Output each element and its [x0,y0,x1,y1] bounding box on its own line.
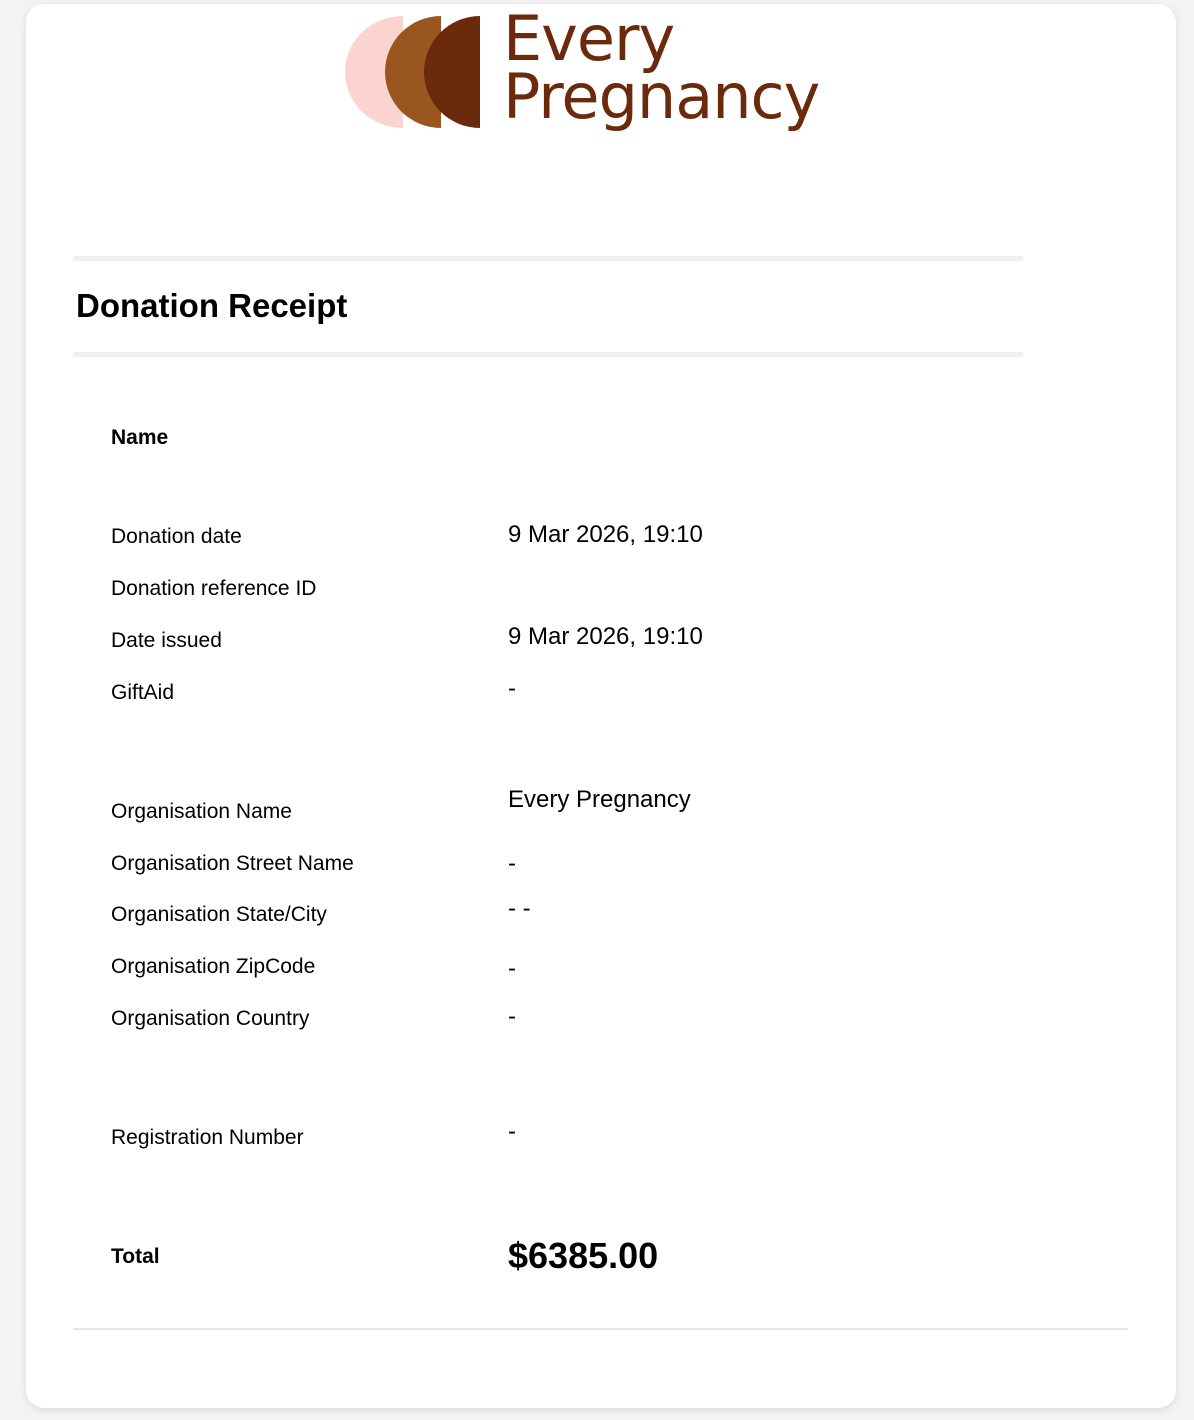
title-divider [73,352,1023,357]
total-row [111,1235,1011,1276]
field-value: 9 Mar 2026, 19:10 [508,521,703,548]
bottom-divider [73,1328,1128,1330]
field-label: Organisation State/City [111,903,327,926]
field-value: - [508,675,516,702]
field-label: Organisation Street Name [111,852,354,875]
name-row [111,426,1011,456]
field-row-donation-date [111,521,1011,555]
field-label: Organisation Country [111,1007,310,1030]
every-pregnancy-logo [345,2,880,146]
field-value: Every Pregnancy [508,786,691,813]
logo-mark-icon [345,16,485,132]
logo-line-1: Every [503,2,675,75]
org-row-street [111,852,1011,882]
field-row-date-issued [111,623,1011,659]
total-amount: $6385.00 [508,1235,659,1276]
field-value: - [508,1003,516,1030]
field-label: Donation date [111,525,242,548]
field-label: Date issued [111,629,222,652]
name-label: Name [111,426,169,449]
org-row-name [111,786,1011,830]
total-label: Total [111,1245,160,1268]
field-row-giftaid [111,675,1011,711]
org-row-zipcode [111,955,1011,985]
logo-wordmark [503,2,820,133]
logo-line-2: Pregnancy [503,60,820,133]
field-value: - [508,955,516,982]
field-label: GiftAid [111,681,175,704]
page-title: Donation Receipt [76,287,348,324]
field-label: Donation reference ID [111,577,317,600]
field-value: - [508,1118,516,1145]
field-label: Organisation Name [111,800,292,823]
registration-row [111,1118,1011,1156]
field-value: - - [508,895,531,922]
field-value: - [508,850,516,877]
field-label: Organisation ZipCode [111,955,316,978]
field-label: Registration Number [111,1126,304,1149]
top-divider [73,256,1023,261]
org-row-state-city [111,895,1011,933]
org-row-country [111,1003,1011,1037]
field-row-reference-id [111,577,1011,607]
field-value: 9 Mar 2026, 19:10 [508,623,703,650]
